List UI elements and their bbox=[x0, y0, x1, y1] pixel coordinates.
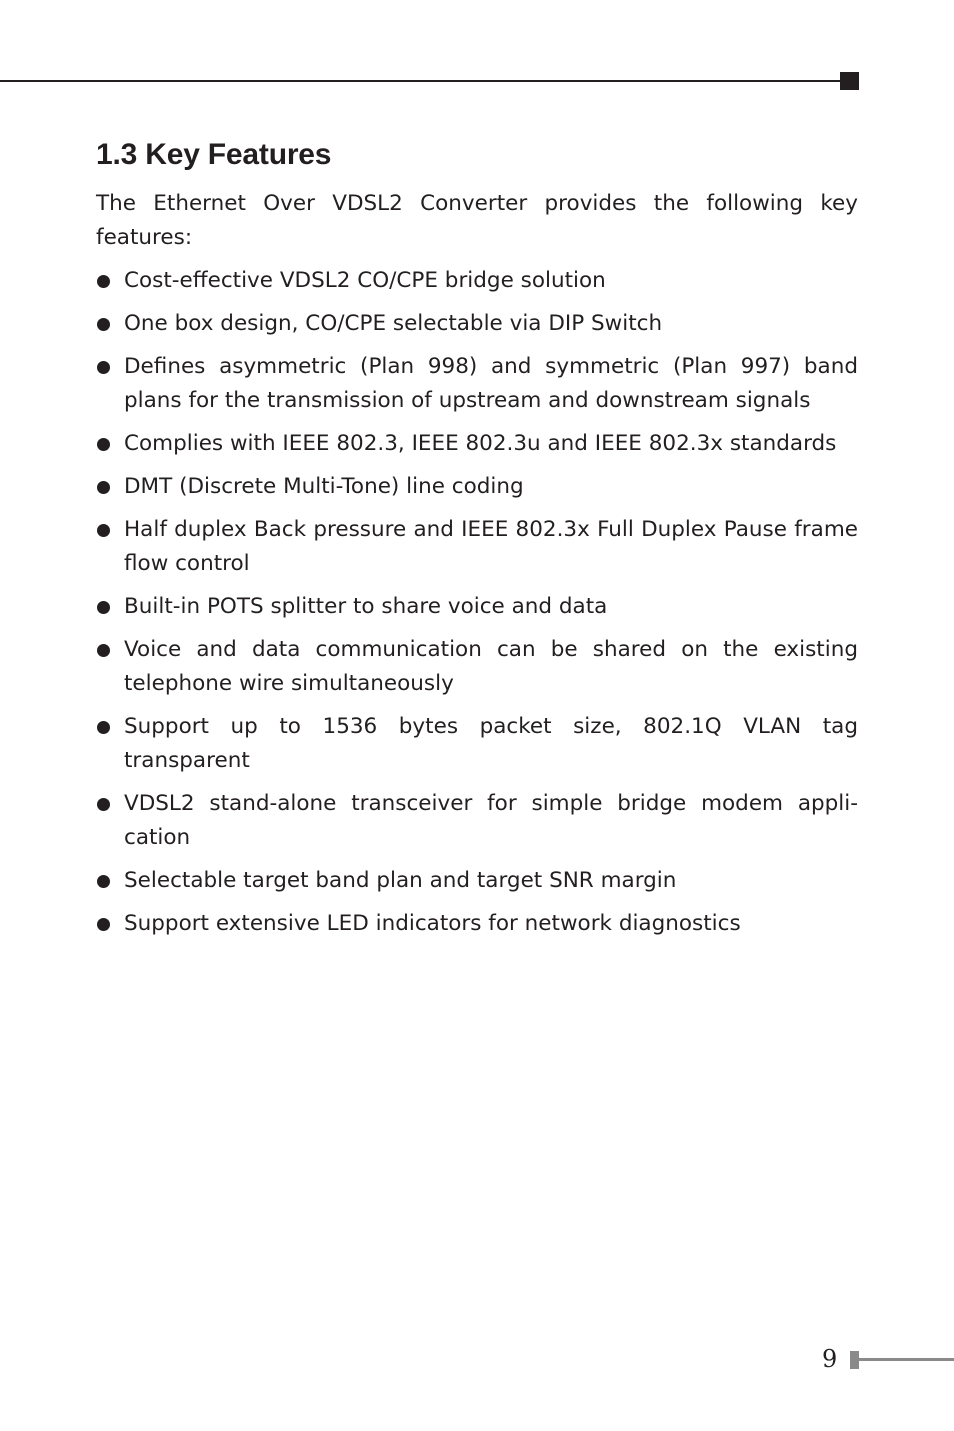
section-title: 1.3 Key Features bbox=[96, 138, 332, 171]
feature-text: Support up to 1536 bytes packet size, 802.1Q VLAN tag transparent bbox=[124, 714, 858, 773]
feature-item bbox=[96, 787, 858, 855]
feature-item bbox=[96, 427, 858, 461]
page-number: 9 bbox=[822, 1345, 838, 1373]
bullet-icon bbox=[97, 721, 110, 734]
bullet-icon bbox=[97, 481, 110, 494]
feature-list bbox=[96, 264, 858, 941]
feature-text: Cost-effective VDSL2 CO/CPE bridge solution bbox=[124, 268, 606, 293]
intro-paragraph: The Ethernet Over VDSL2 Converter provides the following key features: bbox=[96, 191, 858, 250]
feature-item bbox=[96, 307, 858, 341]
feature-item bbox=[96, 907, 858, 941]
feature-text: One box design, CO/CPE selectable via DIP Switch bbox=[124, 311, 663, 336]
feature-text: Defines asymmetric (Plan 998) and symmetric (Plan 997) band plans for the transmission of upstream and downstream signals bbox=[124, 354, 858, 413]
bullet-icon bbox=[97, 601, 110, 614]
bullet-icon bbox=[97, 524, 110, 537]
feature-text: Voice and data communication can be shared on the existing telephone wire simultaneously bbox=[124, 637, 858, 696]
feature-text: Half duplex Back pressure and IEEE 802.3x Full Duplex Pause frame flow control bbox=[124, 517, 858, 576]
footer-rule bbox=[858, 1358, 954, 1361]
feature-item bbox=[96, 470, 858, 504]
header-square-marker bbox=[840, 72, 859, 90]
feature-text: DMT (Discrete Multi-Tone) line coding bbox=[124, 474, 524, 499]
bullet-icon bbox=[97, 644, 110, 657]
bullet-icon bbox=[97, 275, 110, 288]
header-rule bbox=[0, 80, 842, 82]
feature-item bbox=[96, 350, 858, 418]
bullet-icon bbox=[97, 798, 110, 811]
feature-text: Built-in POTS splitter to share voice and data bbox=[124, 594, 608, 619]
feature-item bbox=[96, 264, 858, 298]
bullet-icon bbox=[97, 318, 110, 331]
feature-item bbox=[96, 864, 858, 898]
page-content bbox=[96, 136, 858, 950]
feature-text: Selectable target band plan and target SNR margin bbox=[124, 868, 677, 893]
feature-text: VDSL2 stand-alone transceiver for simple bridge modem appli-cation bbox=[124, 791, 858, 850]
feature-item bbox=[96, 710, 858, 778]
bullet-icon bbox=[97, 361, 110, 374]
bullet-icon bbox=[97, 875, 110, 888]
feature-text: Complies with IEEE 802.3, IEEE 802.3u and IEEE 802.3x standards bbox=[124, 431, 837, 456]
bullet-icon bbox=[97, 918, 110, 931]
feature-item bbox=[96, 513, 858, 581]
feature-item bbox=[96, 590, 858, 624]
feature-item bbox=[96, 633, 858, 701]
bullet-icon bbox=[97, 438, 110, 451]
feature-text: Support extensive LED indicators for network diagnostics bbox=[124, 911, 741, 936]
